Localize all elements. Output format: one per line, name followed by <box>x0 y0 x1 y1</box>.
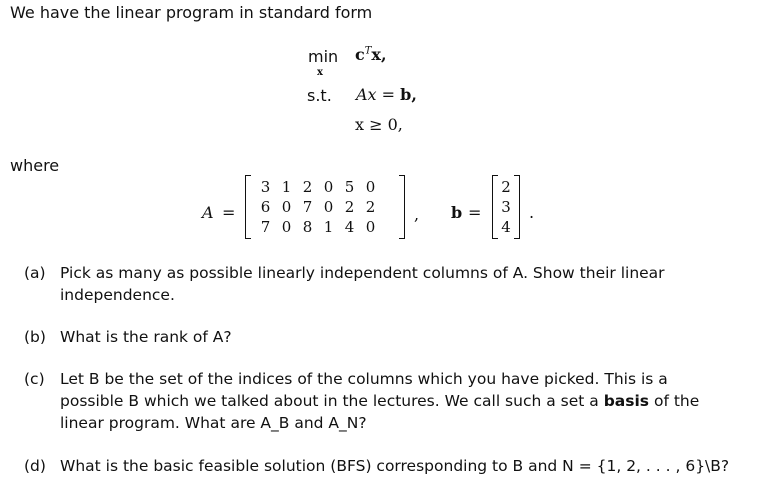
matrix-a-name: A <box>202 203 214 222</box>
vector-b-eq: = <box>468 203 482 222</box>
question-d <box>24 455 744 477</box>
matrix-a-cell: 0 <box>365 218 376 236</box>
matrix-a-row <box>255 177 381 197</box>
matrix-a-cell: 4 <box>344 218 355 236</box>
matrix-a-cell: 1 <box>323 218 334 236</box>
where-label: where <box>10 156 60 175</box>
question-b-label: (b) <box>24 328 46 346</box>
constraint-rhs: b, <box>400 85 417 104</box>
matrix-a-cell: 8 <box>302 218 313 236</box>
question-d-label: (d) <box>24 457 46 475</box>
lp-min-subscript: x <box>317 67 323 78</box>
question-c-label: (c) <box>24 370 45 388</box>
vector-b-trailing-period: . <box>529 203 535 222</box>
matrix-a-cell: 7 <box>260 218 271 236</box>
question-c-line2-end: of the <box>653 392 700 410</box>
matrix-a-cell: 0 <box>281 218 292 236</box>
question-c-line2: possible B which we talked about in the lectures. We call such a set a <box>60 392 599 410</box>
question-a <box>24 262 744 306</box>
question-b <box>24 326 744 348</box>
question-c <box>24 368 744 434</box>
question-d-line1: What is the basic feasible solution (BFS) corresponding to B and N = {1, 2, . . . , 6}\B? <box>60 457 730 475</box>
question-a-line2: independence. <box>60 286 175 304</box>
matrix-a-row <box>255 217 381 237</box>
basis-term: basis <box>603 392 650 410</box>
question-c-line3: linear program. What are A_B and A_N? <box>60 414 367 432</box>
objective-c: c <box>355 45 365 64</box>
matrix-a-cell: 2 <box>302 178 313 196</box>
question-c-line1: Let B be the set of the indices of the columns which you have picked. This is a <box>60 370 668 388</box>
lp-objective <box>355 45 387 64</box>
matrix-a-cell: 2 <box>344 198 355 216</box>
matrix-a-left-bracket <box>245 175 251 239</box>
matrix-a-cell: 1 <box>281 178 292 196</box>
matrix-a-cell: 7 <box>302 198 313 216</box>
constraint-eq: = <box>381 85 396 104</box>
intro-text: We have the linear program in standard form <box>10 3 373 22</box>
vector-b-cell: 4 <box>501 218 511 236</box>
matrix-a-cell: 5 <box>344 178 355 196</box>
matrix-a-cell: 3 <box>260 178 271 196</box>
vector-b-cell: 2 <box>501 178 511 196</box>
objective-transpose: T <box>364 45 372 57</box>
vector-b-name: b <box>451 203 463 222</box>
lp-st-label: s.t. <box>307 86 332 105</box>
matrix-a-eq: = <box>222 203 236 222</box>
matrix-a <box>245 175 405 239</box>
lp-min-label: min <box>308 47 339 66</box>
lp-constraint <box>356 85 417 104</box>
objective-x: x, <box>371 45 387 64</box>
matrix-a-row <box>255 197 381 217</box>
matrix-a-right-bracket <box>399 175 405 239</box>
matrix-a-cell: 2 <box>365 198 376 216</box>
matrix-a-cell: 0 <box>323 198 334 216</box>
matrix-a-cell: 6 <box>260 198 271 216</box>
vector-b <box>492 175 520 239</box>
question-b-line1: What is the rank of A? <box>60 328 232 346</box>
matrix-a-cell: 0 <box>281 198 292 216</box>
vector-b-body <box>497 177 515 237</box>
question-a-label: (a) <box>24 264 46 282</box>
lp-nonnegativity: x ≥ 0, <box>355 115 403 134</box>
vector-b-cell: 3 <box>501 198 511 216</box>
constraint-lhs: Ax <box>356 85 377 104</box>
question-a-line1: Pick as many as possible linearly independent columns of A. Show their linear <box>60 264 665 282</box>
matrix-a-cell: 0 <box>323 178 334 196</box>
matrix-a-body <box>255 177 381 237</box>
matrix-a-cell: 0 <box>365 178 376 196</box>
matrix-a-trailing-comma: , <box>414 205 420 224</box>
question-c-line2-wrap <box>24 390 744 412</box>
